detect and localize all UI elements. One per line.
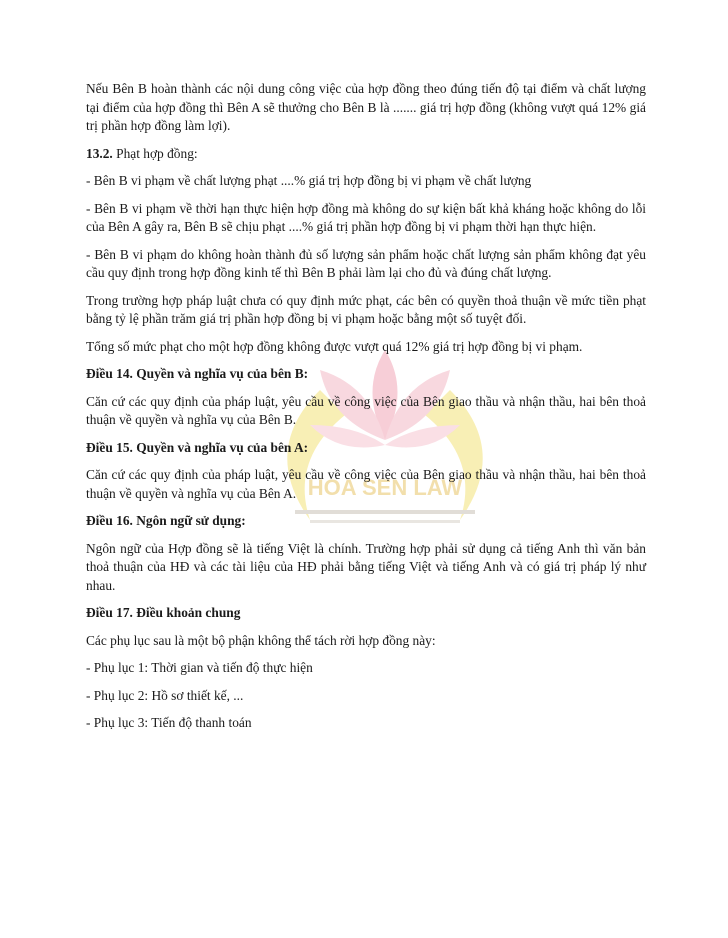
appendix-item-2: - Phụ lục 2: Hồ sơ thiết kế, ... bbox=[86, 687, 244, 703]
section-13-2-number: 13.2. bbox=[86, 145, 113, 161]
article-14-body: Căn cứ các quy định của pháp luật, yêu cầu về công việc của Bên giao thầu và nhận thầu, hai bên thoả thuận về quyền và nghĩa vụ của Bên B. bbox=[86, 393, 646, 427]
paragraph-penalty-law: Trong trường hợp pháp luật chưa có quy định mức phạt, các bên có quyền thoả thuận về mức tiền phạt bằng tỷ lệ phần trăm giá trị phần hợp đồng bị vi phạm hoặc bằng một số tuyệt đối. bbox=[86, 292, 646, 326]
article-15-body: Căn cứ các quy định của pháp luật, yêu cầu về công việc của Bên giao thầu và nhận thầu, hai bên thoả thuận về quyền và nghĩa vụ của Bên A. bbox=[86, 467, 646, 501]
appendix-item-3: - Phụ lục 3: Tiến độ thanh toán bbox=[86, 715, 252, 730]
paragraph-penalty-total: Tổng số mức phạt cho một hợp đồng không được vượt quá 12% giá trị hợp đồng bị vi phạm. bbox=[86, 338, 583, 354]
appendix-item-1: - Phụ lục 1: Thời gian và tiến độ thực hiện bbox=[86, 660, 313, 675]
article-17-heading: Điều 17. Điều khoản chung bbox=[86, 605, 241, 620]
article-16-heading: Điều 16. Ngôn ngữ sử dụng: bbox=[86, 513, 246, 528]
watermark-text: HOA SEN LAW bbox=[307, 475, 463, 500]
section-13-2-heading bbox=[86, 145, 646, 164]
paragraph-penalty-incomplete: - Bên B vi phạm do không hoàn thành đủ số lượng sản phẩm hoặc chất lượng sản phẩm không đạt yêu cầu quy định trong hợp đồng kinh tế thì Bên B phải làm lại cho đủ và đúng chất lượng. bbox=[86, 246, 646, 280]
article-14-heading: Điều 14. Quyền và nghĩa vụ của bên B: bbox=[86, 366, 309, 381]
article-15-heading: Điều 15. Quyền và nghĩa vụ của bên A: bbox=[86, 439, 309, 455]
article-16-body: Ngôn ngữ của Hợp đồng sẽ là tiếng Việt là chính. Trường hợp phải sử dụng cả tiếng Anh thì văn bản thoả thuận của HĐ và các tài liệu của HĐ phải bằng tiếng Việt và tiếng Anh và có giá trị pháp lý như nhau. bbox=[86, 540, 646, 593]
paragraph-penalty-time: - Bên B vi phạm về thời hạn thực hiện hợp đồng mà không do sự kiện bất khả kháng hoặc không do lỗi của Bên A gây ra, Bên B sẽ chịu phạt ....% giá trị phần hợp đồng bị vi phạm thời hạn thực hiện. bbox=[86, 200, 646, 234]
paragraph-penalty-quality: - Bên B vi phạm về chất lượng phạt ....% giá trị hợp đồng bị vi phạm về chất lượng bbox=[86, 173, 532, 188]
paragraph-bonus: Nếu Bên B hoàn thành các nội dung công việc của hợp đồng theo đúng tiến độ tại điểm và chất lượng tại điểm của hợp đồng thì Bên A sẽ thưởng cho Bên B là ....... giá trị hợp đồng (không vượt quá 12% giá trị phần hợp đồng làm lợi). bbox=[86, 81, 646, 133]
article-17-intro: Các phụ lục sau là một bộ phận không thể tách rời hợp đồng này: bbox=[86, 632, 436, 648]
document-body bbox=[86, 80, 646, 742]
section-13-2-text: Phạt hợp đồng: bbox=[112, 145, 198, 161]
